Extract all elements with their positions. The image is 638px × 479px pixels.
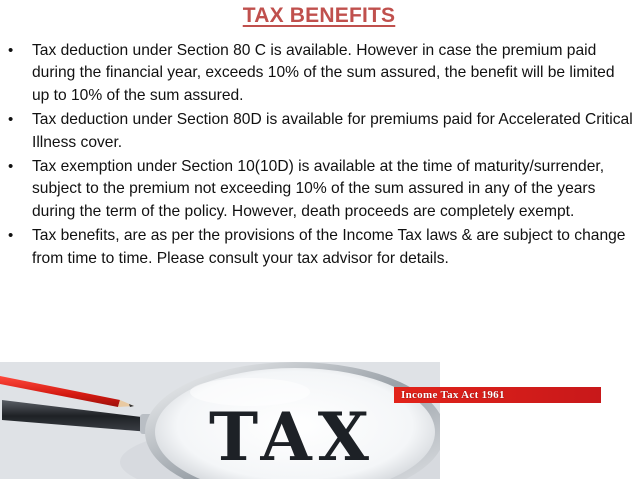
magnified-tax-text: TAX <box>209 398 375 476</box>
bullet-list <box>6 40 634 272</box>
bullet-text: Tax benefits, are as per the provisions of the Income Tax laws & are subject to change from time to time. Please consult your tax advisor for details. <box>32 227 626 267</box>
page-title: TAX BENEFITS <box>242 4 396 27</box>
income-tax-act-label: Income Tax Act 1961 <box>394 387 601 403</box>
bullet-item <box>6 225 634 270</box>
bullet-text: Tax exemption under Section 10(10D) is available at the time of maturity/surrender, subject to the premium not exceeding 10% of the sum assured in any of the years during the term of the policy. However, death proceeds are completely exempt. <box>32 158 605 220</box>
bullet-item <box>6 40 634 107</box>
bullet-item <box>6 156 634 223</box>
bullet-marker: • <box>8 158 14 176</box>
bullet-marker: • <box>8 42 14 59</box>
bullet-text: Tax deduction under Section 80 C is available. However in case the premium paid during the financial year, exceeds 10% of the sum assured, the benefit will be limited up to 10% of the sum assured. <box>32 42 615 104</box>
bullet-marker: • <box>8 227 14 245</box>
bullet-marker: • <box>8 111 14 129</box>
tax-illustration <box>0 362 440 479</box>
bullet-item <box>6 109 634 154</box>
bullet-text: Tax deduction under Section 80D is available for premiums paid for Accelerated Critical Illness cover. <box>32 111 633 151</box>
